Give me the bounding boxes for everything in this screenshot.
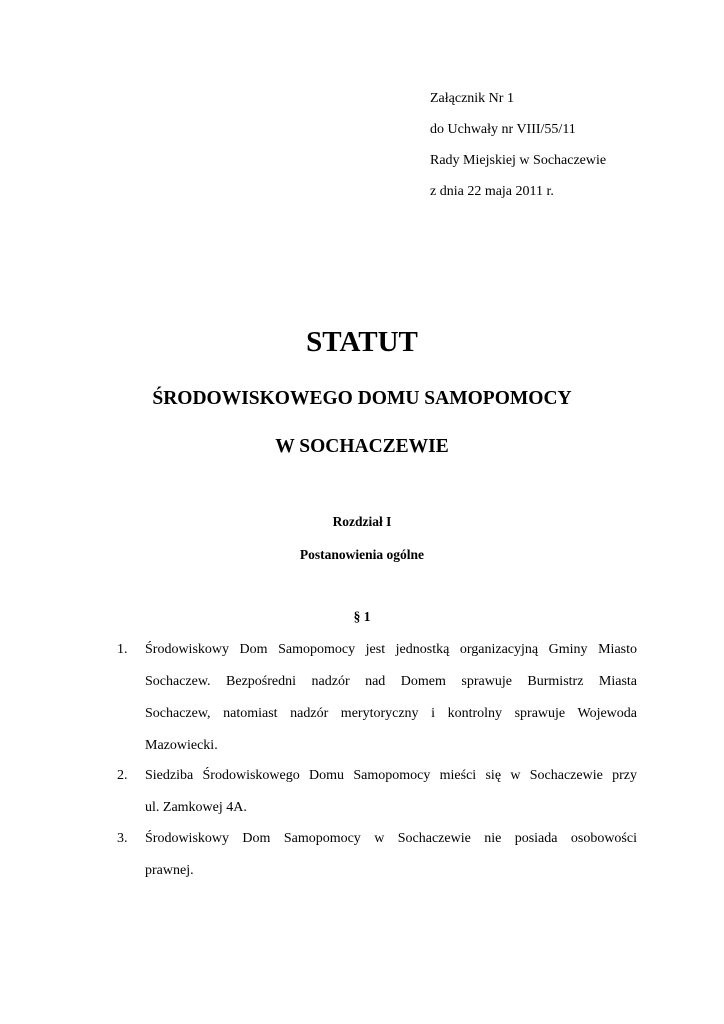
- annex-header: [430, 88, 606, 212]
- list-item-line: Środowiskowy Dom Samopomocy jest jednostką organizacyjną Gminy Miasto: [145, 642, 637, 657]
- list-item-line: Mazowiecki.: [145, 738, 218, 753]
- annex-resolution: do Uchwały nr VIII/55/11: [430, 122, 576, 137]
- chapter-name: Postanowienia ogólne: [299, 547, 425, 562]
- document-subtitle-location: W SOCHACZEWIE: [275, 436, 449, 457]
- list-item-number: 2.: [117, 768, 128, 783]
- section-label: § 1: [353, 609, 371, 624]
- document-subtitle: ŚRODOWISKOWEGO DOMU SAMOPOMOCY: [152, 388, 572, 409]
- list-item-line: Środowiskowy Dom Samopomocy w Sochaczewie nie posiada osobowości: [145, 831, 637, 846]
- annex-council: Rady Miejskiej w Sochaczewie: [430, 153, 607, 168]
- document-title: STATUT: [306, 326, 418, 358]
- list-item-line: prawnej.: [145, 863, 194, 878]
- list-item-line: Sochaczew, natomiast nadzór merytoryczny i kontrolny sprawuje Wojewoda: [145, 706, 637, 721]
- list-item-number: 3.: [117, 831, 128, 846]
- annex-date: z dnia 22 maja 2011 r.: [430, 184, 554, 199]
- list-item-line: Sochaczew. Bezpośredni nadzór nad Domem sprawuje Burmistrz Miasta: [145, 674, 637, 689]
- chapter-label: Rozdział I: [332, 514, 392, 529]
- list-item-line: Siedziba Środowiskowego Domu Samopomocy mieści się w Sochaczewie przy: [145, 768, 637, 783]
- list-item-number: 1.: [117, 642, 128, 657]
- list-item-line: ul. Zamkowej 4A.: [145, 800, 247, 815]
- annex-number: Załącznik Nr 1: [430, 91, 514, 106]
